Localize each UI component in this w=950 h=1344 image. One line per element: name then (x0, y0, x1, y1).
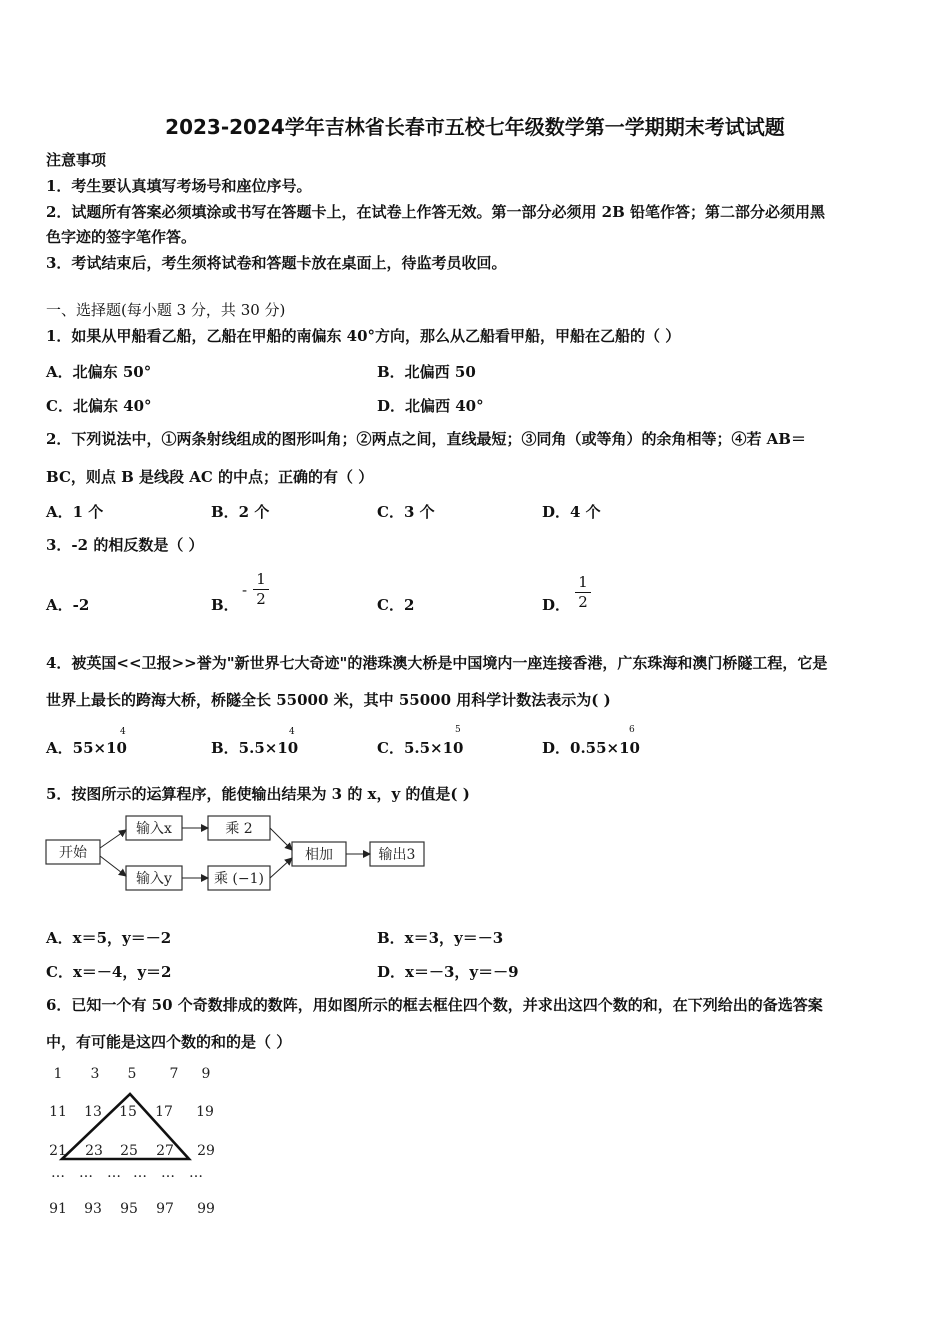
section-heading: 一、选择题(每小题 3 分，共 30 分) (46, 301, 286, 319)
q4-option-c: C．5.5×10 (377, 739, 464, 757)
grid-cell: 29 (197, 1143, 215, 1159)
flowchart (40, 810, 440, 896)
q4-option-a: A．55×10 (46, 739, 127, 757)
q5-option-c: C．x＝－4，y＝2 (46, 963, 172, 981)
question-2-line-1: 2．下列说法中，①两条射线组成的图形叫角；②两点之间，直线最短；③同角（或等角）的余角相等；④若 AB＝ (46, 430, 806, 448)
q3-option-a: A．-2 (46, 596, 90, 614)
flow-arrow (100, 856, 126, 876)
fraction-numerator: 1 (256, 570, 266, 588)
q1-option-a: A．北偏东 50° (46, 363, 152, 381)
question-3-stem: 3．-2 的相反数是（ ） (46, 536, 204, 554)
question-6-line-2: 中，有可能是这四个数的和的是（ ） (46, 1033, 292, 1051)
q5-option-d: D．x＝－3，y＝－9 (377, 963, 519, 981)
notice-item-2-cont: 色字迹的签字笔作答。 (46, 228, 197, 246)
q3-option-b: B． (211, 596, 239, 614)
question-1-stem: 1．如果从甲船看乙船，乙船在甲船的南偏东 40°方向，那么从乙船看甲船，甲船在乙船的（ ） (46, 327, 681, 345)
q1-option-d: D．北偏西 40° (377, 397, 484, 415)
grid-cell: 13 (84, 1104, 102, 1120)
q3-option-c: C．2 (377, 596, 415, 614)
grid-cell: 17 (155, 1104, 173, 1120)
q4-option-b: B．5.5×10 (211, 739, 299, 757)
grid-cell: 99 (197, 1201, 215, 1217)
q1-option-b: B．北偏西 50 (377, 363, 476, 381)
grid-ellipsis: … (79, 1165, 93, 1181)
question-4-line-2: 世界上最长的跨海大桥，桥隧全长 55000 米，其中 55000 用科学计数法表示为( ) (46, 691, 611, 709)
grid-cell: 21 (49, 1143, 67, 1159)
notice-item-2: 2．试题所有答案必须填涂或书写在答题卡上，在试卷上作答无效。第一部分必须用 2B 铅笔作答；第二部分必须用黑 (46, 203, 826, 221)
grid-ellipsis: … (189, 1165, 203, 1181)
fraction-numerator: 1 (578, 573, 588, 591)
flow-arrow (270, 828, 292, 850)
question-2-line-2: BC，则点 B 是线段 AC 的中点；正确的有（ ） (46, 468, 374, 486)
grid-cell: 97 (156, 1201, 174, 1217)
grid-cell: 11 (49, 1104, 67, 1120)
flow-mul-neg1-label: 乘 (−1) (213, 871, 265, 887)
fraction-denominator: 2 (578, 593, 588, 611)
q5-option-a: A．x＝5，y＝－2 (46, 929, 172, 947)
grid-cell: 23 (85, 1143, 103, 1159)
q2-option-c: C．3 个 (377, 503, 435, 521)
flow-arrow (100, 830, 126, 848)
flow-input-x-label: 输入x (136, 821, 172, 837)
q1-option-c: C．北偏东 40° (46, 397, 152, 415)
q3-option-b-sign: - (242, 581, 248, 599)
question-4-line-1: 4．被英国<<卫报>>誉为"新世界七大奇迹"的港珠澳大桥是中国境内一座连接香港，广东珠海和澳门桥隧工程，它是 (46, 654, 828, 672)
q5-option-b: B．x＝3，y＝－3 (377, 929, 504, 947)
grid-cell: 27 (156, 1143, 174, 1159)
grid-cell: 15 (119, 1104, 137, 1120)
q2-option-b: B．2 个 (211, 503, 270, 521)
question-6-line-1: 6．已知一个有 50 个奇数排成的数阵，用如图所示的框去框住四个数，并求出这四个数的和，在下列给出的备选答案 (46, 996, 823, 1014)
grid-cell: 93 (84, 1201, 102, 1217)
odd-number-grid (40, 1058, 230, 1223)
q2-option-d: D．4 个 (542, 503, 601, 521)
q3-option-d: D． (542, 596, 571, 614)
notice-heading: 注意事项 (46, 151, 107, 169)
flow-add-label: 相加 (305, 847, 333, 863)
q4-option-b-exponent: 4 (289, 727, 295, 737)
flow-output-label: 输出3 (378, 847, 416, 863)
flow-arrow (270, 858, 292, 878)
grid-cell: 19 (196, 1104, 214, 1120)
q4-option-a-exponent: 4 (120, 727, 126, 737)
flow-start-label: 开始 (59, 845, 87, 861)
fraction-denominator: 2 (256, 590, 266, 608)
q4-option-c-exponent: 5 (455, 725, 461, 735)
grid-cell: 1 (53, 1066, 63, 1082)
q4-option-d-exponent: 6 (629, 725, 635, 735)
grid-ellipsis: … (51, 1165, 65, 1181)
notice-item-3: 3．考试结束后，考生须将试卷和答题卡放在桌面上，待监考员收回。 (46, 254, 507, 272)
notice-item-1: 1．考生要认真填写考场号和座位序号。 (46, 177, 312, 195)
grid-cell: 3 (90, 1066, 100, 1082)
grid-ellipsis: … (133, 1165, 147, 1181)
grid-cell: 9 (201, 1066, 211, 1082)
grid-cell: 95 (120, 1201, 138, 1217)
grid-cell: 7 (169, 1066, 179, 1082)
grid-cell: 5 (127, 1066, 137, 1082)
grid-cell: 25 (120, 1143, 138, 1159)
flow-input-y-label: 输入y (136, 871, 172, 887)
q3-option-d-fraction (575, 574, 591, 611)
grid-ellipsis: … (161, 1165, 175, 1181)
grid-ellipsis: … (107, 1165, 121, 1181)
grid-cell: 91 (49, 1201, 67, 1217)
q2-option-a: A．1 个 (46, 503, 104, 521)
q3-option-b-fraction (253, 571, 269, 608)
q4-option-d: D．0.55×10 (542, 739, 640, 757)
question-5-stem: 5．按图所示的运算程序，能使输出结果为 3 的 x，y 的值是( ) (46, 785, 470, 803)
page-title: 2023-2024学年吉林省长春市五校七年级数学第一学期期末考试试题 (165, 115, 785, 139)
flow-mul2-label: 乘 2 (225, 821, 253, 837)
